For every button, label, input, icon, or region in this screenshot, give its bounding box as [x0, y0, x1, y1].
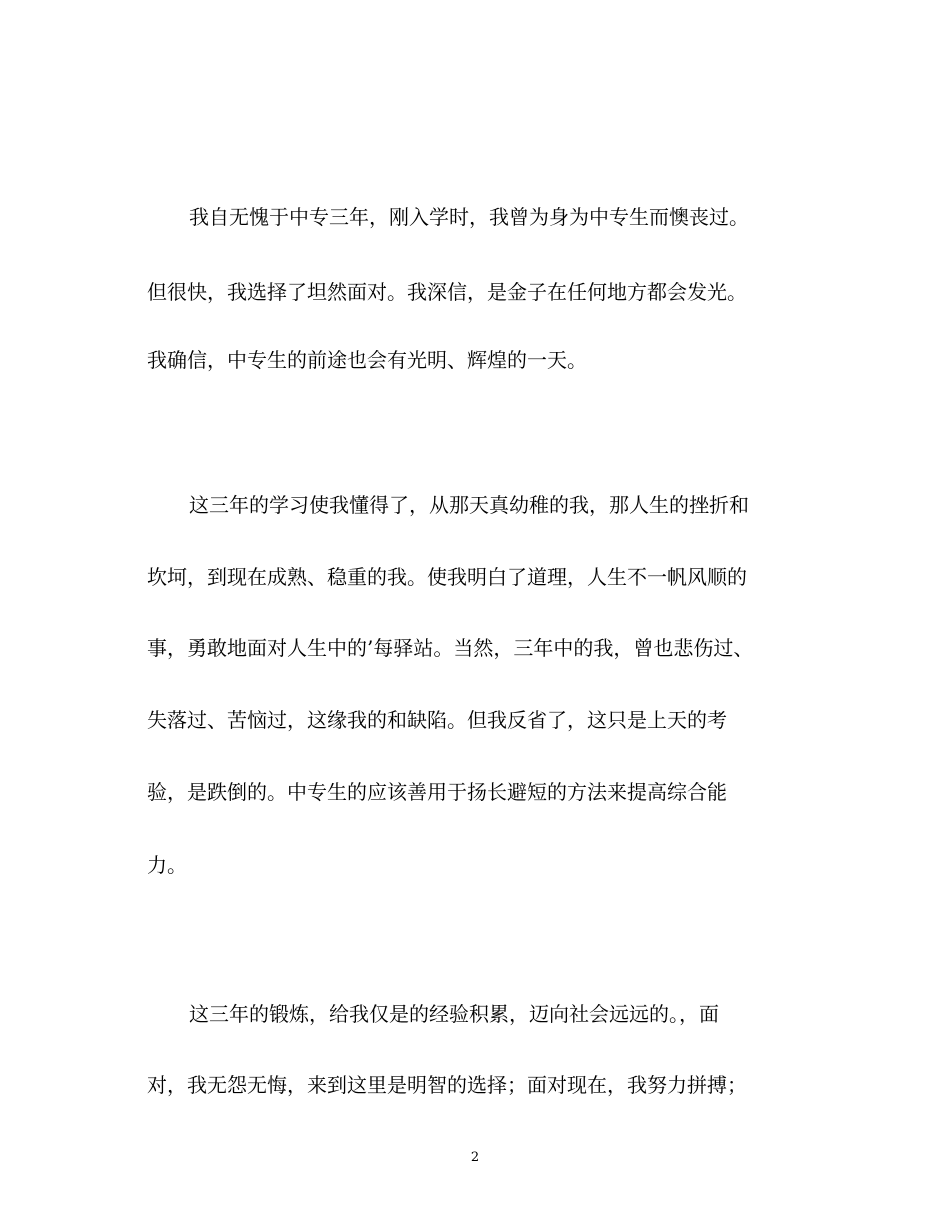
paragraph-2-line-6: 力。 [147, 853, 187, 877]
paragraph-2-line-5: 验，是跌倒的。中专生的应该善用于扬长避短的方法来提高综合能 [147, 780, 727, 804]
paragraph-2-line-3: 事，勇敢地面对人生中的’每驿站。当然，三年中的我，曾也悲伤过、 [147, 636, 754, 660]
paragraph-1-line-1: 我自无愧于中专三年，刚入学时，我曾为身为中专生而懊丧过。 [189, 205, 749, 229]
paragraph-3-line-1: 这三年的锻炼，给我仅是的经验积累，迈向社会远远的。，面 [189, 1002, 719, 1026]
paragraph-2-line-2: 坎坷，到现在成熟、稳重的我。使我明白了道理，人生不一帆风顺的 [147, 565, 747, 589]
paragraph-3-line-2: 对，我无怨无悔，来到这里是明智的选择；面对现在，我努力拼搏； [147, 1073, 747, 1097]
page-number: 2 [470, 1150, 480, 1165]
paragraph-1-line-2: 但很快，我选择了坦然面对。我深信，是金子在任何地方都会发光。 [147, 280, 747, 304]
paragraph-2-line-1: 这三年的学习使我懂得了，从那天真幼稚的我，那人生的挫折和 [189, 493, 749, 517]
paragraph-1-line-3: 我确信，中专生的前途也会有光明、辉煌的一天。 [147, 348, 587, 372]
paragraph-2-line-4: 失落过、苦恼过，这缘我的和缺陷。但我反省了，这只是上天的考 [147, 708, 727, 732]
